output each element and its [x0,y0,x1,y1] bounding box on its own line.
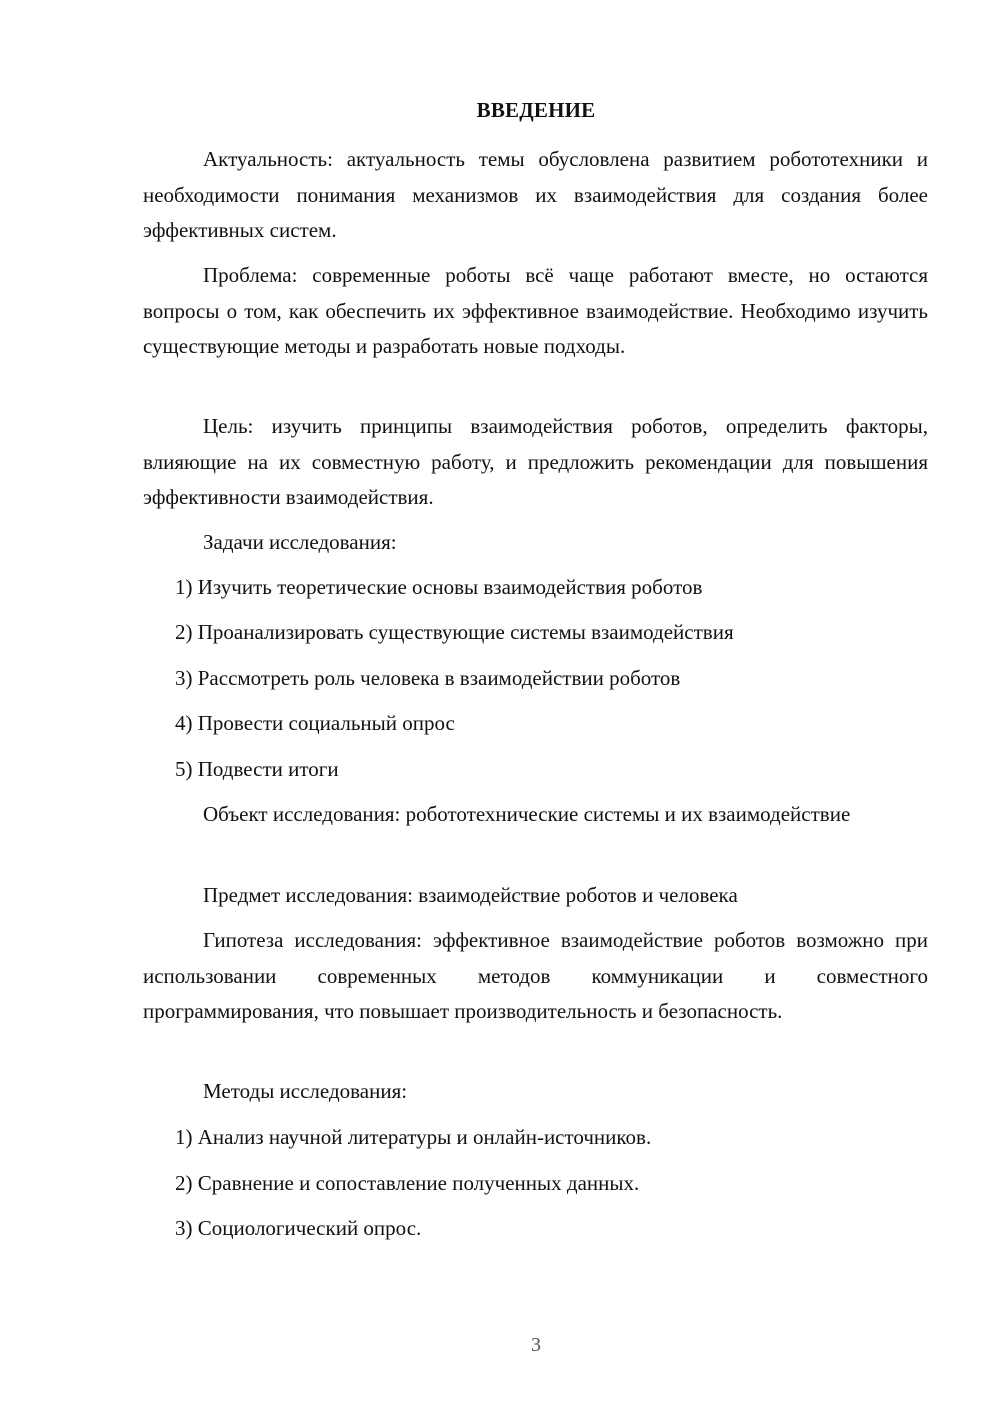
task-item: 2) Проанализировать существующие системы взаимодействия [175,620,734,644]
object-paragraph: Объект исследования: робототехнические системы и их взаимодействие [203,802,851,826]
task-item: 5) Подвести итоги [175,757,339,781]
method-item: 3) Социологический опрос. [175,1216,422,1240]
page-title: ВВЕДЕНИЕ [476,98,596,122]
problem-paragraph: Проблема: современные роботы всё чаще работают вместе, но остаются вопросы о том, как обеспечить их эффективное взаимодействие. Необходимо изучить существующие методы и разработать новые подходы. [143,263,928,359]
relevance-paragraph: Актуальность: актуальность темы обусловлена развитием робототехники и необходимости понимания механизмов их взаимодействия для создания более эффективных систем. [143,147,928,243]
method-item: 2) Сравнение и сопоставление полученных данных. [175,1171,640,1195]
methods-heading: Методы исследования: [203,1079,408,1103]
method-item: 1) Анализ научной литературы и онлайн-источников. [175,1125,652,1149]
subject-paragraph: Предмет исследования: взаимодействие роботов и человека [203,883,738,907]
task-item: 1) Изучить теоретические основы взаимодействия роботов [175,575,703,599]
task-item: 4) Провести социальный опрос [175,711,455,735]
goal-paragraph: Цель: изучить принципы взаимодействия роботов, определить факторы, влияющие на их совместную работу, и предложить рекомендации для повышения эффективности взаимодействия. [143,414,928,510]
tasks-heading: Задачи исследования: [203,530,397,554]
hypothesis-paragraph: Гипотеза исследования: эффективное взаимодействие роботов возможно при использовании современных методов коммуникации и совместного программирования, что повышает производительность и безопасность. [143,928,928,1024]
page-number: 3 [531,1334,541,1356]
task-item: 3) Рассмотреть роль человека в взаимодействии роботов [175,666,681,690]
